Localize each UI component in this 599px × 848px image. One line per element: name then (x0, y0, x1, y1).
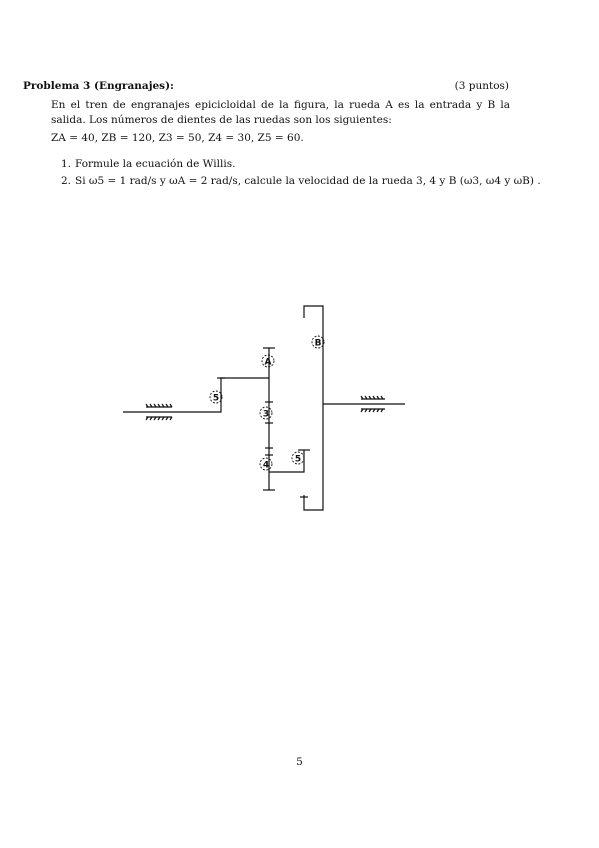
gear-train-diagram (0, 290, 599, 530)
question-text: Si ω5 = 1 rad/s y ωA = 2 rad/s, calcule la velocidad de la rueda 3, 4 y B (ω3, ω4 y ωB) . (75, 175, 541, 187)
gear-5-arm (123, 378, 269, 412)
problem-title: Problema 3 (Engranajes): (23, 80, 174, 92)
label-3: 3 (262, 409, 270, 420)
problem-header (23, 80, 509, 96)
statement-text: En el tren de engranajes epicicloidal de la figura, la rueda A es la entrada y B la salida. Los números de dientes de las ruedas son los siguientes: (51, 99, 510, 126)
teeth-counts: ZA = 40, ZB = 120, Z3 = 50, Z4 = 30, Z5 = 60. (51, 132, 304, 144)
label-4: 4 (262, 460, 270, 471)
question-item (61, 156, 511, 173)
question-number: 1. (61, 158, 72, 170)
question-list (61, 156, 541, 190)
question-text: Formule la ecuación de Willis. (75, 158, 236, 170)
label-a: A (264, 357, 272, 368)
label-5b: 5 (294, 454, 302, 465)
label-5a: 5 (212, 393, 220, 404)
problem-statement (51, 98, 510, 146)
label-b: B (314, 338, 322, 349)
page-number: 5 (296, 756, 303, 768)
problem-points: (3 puntos) (454, 80, 509, 92)
question-number: 2. (61, 175, 72, 187)
question-item (61, 173, 541, 190)
